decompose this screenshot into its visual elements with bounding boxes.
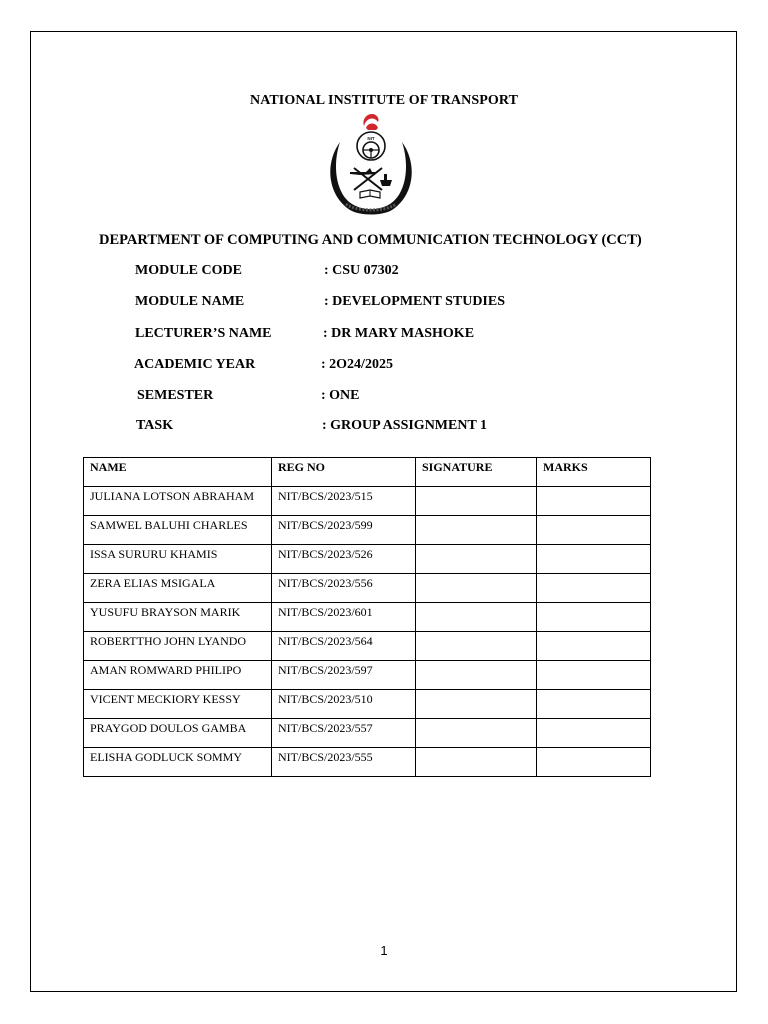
table-row	[84, 545, 651, 574]
info-label: MODULE NAME	[135, 294, 245, 309]
nit-crest-logo-icon	[320, 112, 422, 220]
table-row	[84, 574, 651, 603]
cell-signature	[416, 487, 537, 516]
info-label: SEMESTER	[137, 388, 214, 403]
column-header-reg-no: REG NO	[272, 458, 416, 487]
cell-signature	[416, 719, 537, 748]
cell-signature	[416, 690, 537, 719]
cell-signature	[416, 632, 537, 661]
table-row	[84, 719, 651, 748]
info-value: : DR MARY MASHOKE	[323, 326, 475, 341]
table-row	[84, 661, 651, 690]
table-row	[84, 748, 651, 777]
cell-name: ZERA ELIAS MSIGALA	[84, 574, 272, 603]
cell-reg-no: NIT/BCS/2023/597	[272, 661, 416, 690]
table-row	[84, 603, 651, 632]
cell-marks	[537, 603, 651, 632]
cell-reg-no: NIT/BCS/2023/515	[272, 487, 416, 516]
cell-reg-no: NIT/BCS/2023/510	[272, 690, 416, 719]
cell-marks	[537, 545, 651, 574]
cell-reg-no: NIT/BCS/2023/557	[272, 719, 416, 748]
cell-marks	[537, 516, 651, 545]
info-label: TASK	[136, 418, 174, 433]
info-value: : GROUP ASSIGNMENT 1	[322, 418, 488, 433]
cell-signature	[416, 748, 537, 777]
cell-marks	[537, 632, 651, 661]
table-row	[84, 690, 651, 719]
cell-name: JULIANA LOTSON ABRAHAM	[84, 487, 272, 516]
department-title: DEPARTMENT OF COMPUTING AND COMMUNICATION TECHNOLOGY (CCT)	[99, 232, 642, 248]
table-row	[84, 632, 651, 661]
cell-signature	[416, 603, 537, 632]
cell-signature	[416, 574, 537, 603]
info-value: : DEVELOPMENT STUDIES	[324, 294, 506, 309]
cell-name: YUSUFU BRAYSON MARIK	[84, 603, 272, 632]
cell-name: ELISHA GODLUCK SOMMY	[84, 748, 272, 777]
cell-name: ISSA SURURU KHAMIS	[84, 545, 272, 574]
table-row	[84, 487, 651, 516]
cell-reg-no: NIT/BCS/2023/556	[272, 574, 416, 603]
info-label: ACADEMIC YEAR	[134, 357, 256, 372]
cell-name: ROBERTTHO JOHN LYANDO	[84, 632, 272, 661]
column-header-marks: MARKS	[537, 458, 651, 487]
cell-name: SAMWEL BALUHI CHARLES	[84, 516, 272, 545]
cell-reg-no: NIT/BCS/2023/555	[272, 748, 416, 777]
column-header-name: NAME	[84, 458, 272, 487]
info-value: : CSU 07302	[324, 263, 399, 278]
cell-marks	[537, 719, 651, 748]
cell-marks	[537, 748, 651, 777]
cell-marks	[537, 574, 651, 603]
cell-marks	[537, 690, 651, 719]
column-header-signature: SIGNATURE	[416, 458, 537, 487]
cell-reg-no: NIT/BCS/2023/526	[272, 545, 416, 574]
info-label: LECTURER’S NAME	[135, 326, 272, 341]
table-row	[84, 516, 651, 545]
cell-marks	[537, 661, 651, 690]
cell-name: VICENT MECKIORY KESSY	[84, 690, 272, 719]
group-members-table	[83, 457, 651, 777]
info-value: : ONE	[321, 388, 360, 403]
page-number: 1	[380, 943, 388, 958]
cell-name: PRAYGOD DOULOS GAMBA	[84, 719, 272, 748]
info-label: MODULE CODE	[135, 263, 242, 278]
cell-reg-no: NIT/BCS/2023/599	[272, 516, 416, 545]
logo-text: NIT	[367, 136, 375, 141]
cell-signature	[416, 516, 537, 545]
cell-signature	[416, 661, 537, 690]
cell-signature	[416, 545, 537, 574]
cell-reg-no: NIT/BCS/2023/601	[272, 603, 416, 632]
cell-marks	[537, 487, 651, 516]
info-value: : 2O24/2025	[321, 357, 393, 372]
cell-name: AMAN ROMWARD PHILIPO	[84, 661, 272, 690]
cell-reg-no: NIT/BCS/2023/564	[272, 632, 416, 661]
table-header-row	[84, 458, 651, 487]
institute-title: NATIONAL INSTITUTE OF TRANSPORT	[249, 93, 519, 108]
